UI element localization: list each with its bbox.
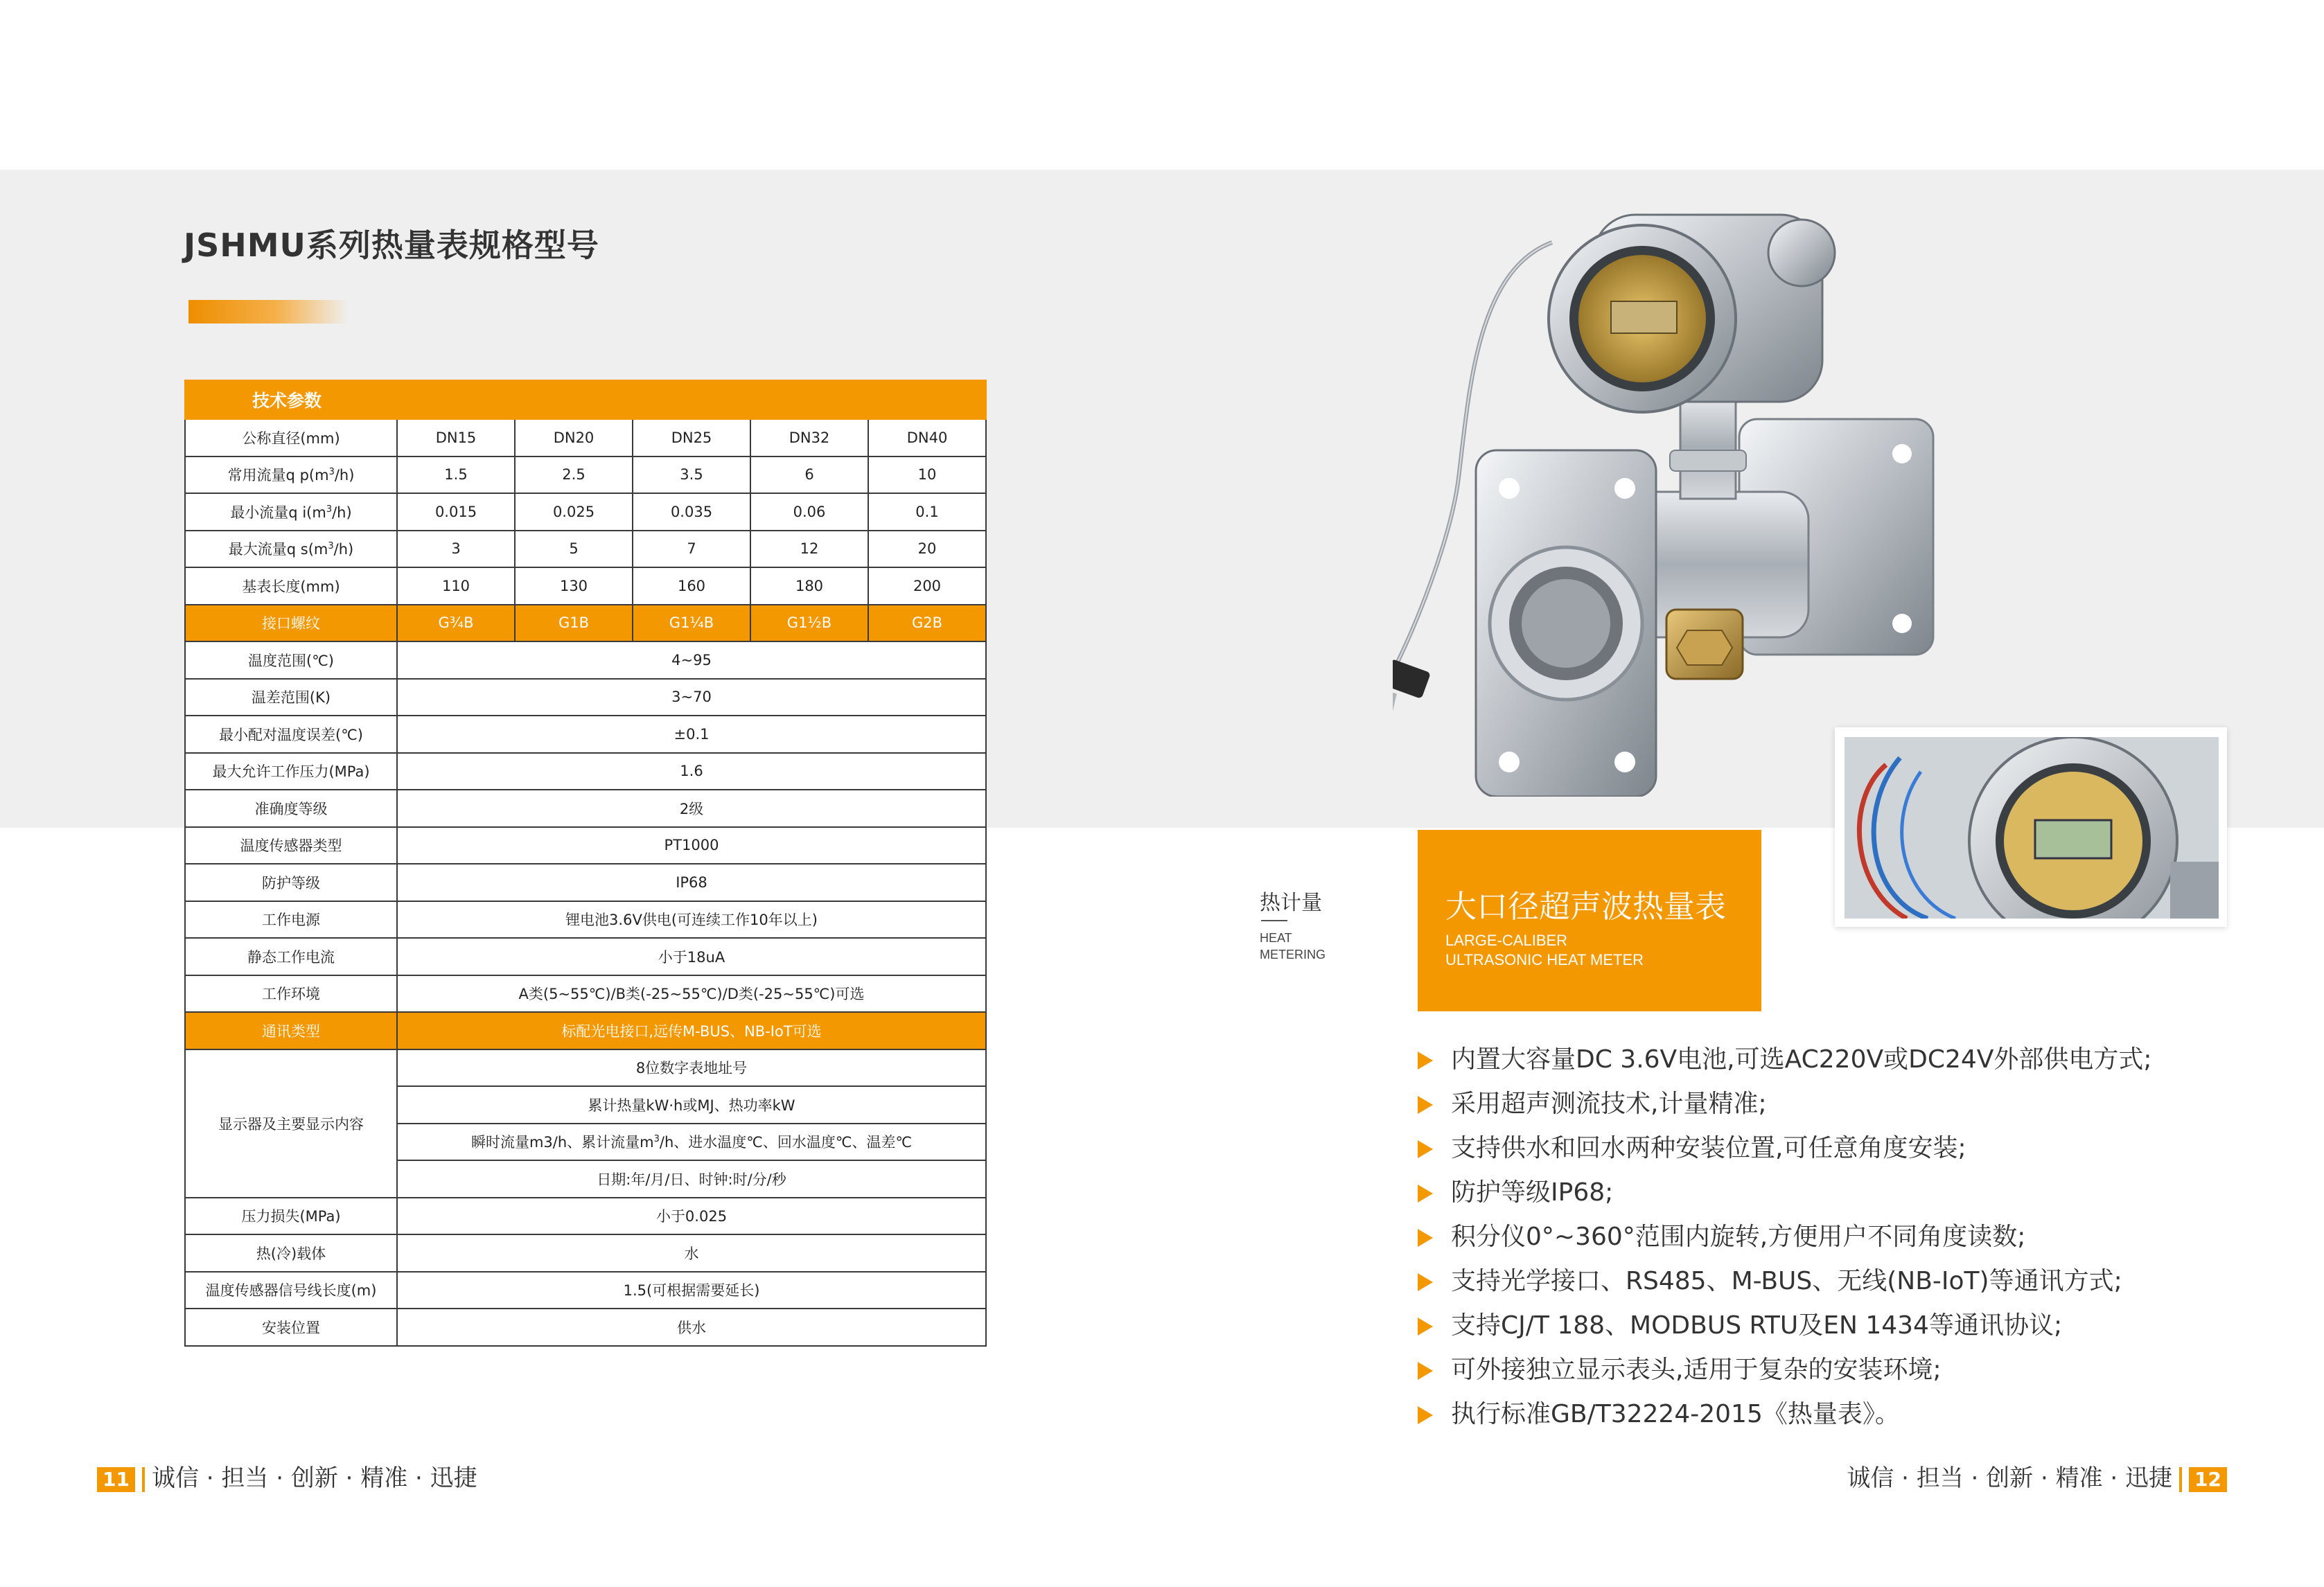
table-row: [185, 938, 986, 975]
page-number-bar: [2179, 1467, 2182, 1492]
row-label: 工作电源: [185, 901, 397, 939]
triangle-bullet-icon: [1418, 1229, 1433, 1247]
footer-slogan-right: 诚信 · 担当 · 创新 · 精准 · 迅捷: [1847, 1464, 2173, 1492]
cell: 2.5: [515, 456, 633, 494]
row-label: 最小配对温度误差(℃): [185, 716, 397, 753]
row-label: 显示器及主要显示内容: [185, 1049, 397, 1198]
triangle-bullet-icon: [1418, 1140, 1433, 1158]
cell: 3: [397, 531, 515, 568]
display-head-photo: [1845, 737, 2219, 919]
cell: 小于18uA: [397, 938, 986, 975]
cell: 日期:年/月/日、时钟:时/分/秒: [397, 1160, 986, 1198]
cell: 160: [633, 567, 750, 605]
table-row: [185, 901, 986, 939]
cell: 3~70: [397, 679, 986, 716]
table-row: [185, 641, 986, 679]
cell: ±0.1: [397, 716, 986, 753]
list-item: 采用超声测流技术,计量精准;: [1414, 1082, 2152, 1126]
cell: PT1000: [397, 827, 986, 865]
row-label: 公称直径(mm): [185, 419, 397, 456]
product-title-box: [1418, 830, 1761, 1011]
title-accent-bar: [188, 300, 348, 323]
row-label: 基表长度(mm): [185, 567, 397, 605]
row-label: 常用流量q $p(m^3/h)$: [185, 456, 397, 494]
row-label: 接口螺纹: [185, 605, 397, 642]
row-label: 最大允许工作压力(MPa): [185, 753, 397, 790]
triangle-bullet-icon: [1418, 1096, 1433, 1114]
row-label: 通讯类型: [185, 1012, 397, 1049]
triangle-bullet-icon: [1418, 1406, 1433, 1424]
list-item: 防护等级IP68;: [1414, 1171, 2152, 1215]
cell: DN15: [397, 419, 515, 456]
cell: 小于0.025: [397, 1198, 986, 1235]
table-row: [185, 790, 986, 827]
cell: 2级: [397, 790, 986, 827]
table-row: [185, 679, 986, 716]
cell: 110: [397, 567, 515, 605]
triangle-bullet-icon: [1418, 1273, 1433, 1291]
cell: 5: [515, 531, 633, 568]
table-row: [185, 1272, 986, 1309]
cell: 20: [868, 531, 986, 568]
cell: 8位数字表地址号: [397, 1049, 986, 1087]
page-number-bar: [142, 1467, 145, 1492]
page-number-right: 12: [2189, 1467, 2227, 1492]
cell: 4~95: [397, 641, 986, 679]
cell: 3.5: [633, 456, 750, 494]
cell: 1.5: [397, 456, 515, 494]
table-row-highlight: [185, 605, 986, 642]
table-row: [185, 1049, 986, 1087]
cell: G1B: [515, 605, 633, 642]
table-row-highlight: [185, 1012, 986, 1049]
cell: 0.1: [868, 493, 986, 531]
footer-right: [1847, 1463, 2227, 1493]
table-row: [185, 1234, 986, 1272]
cell: 0.06: [750, 493, 868, 531]
list-item: 可外接独立显示表头,适用于复杂的安装环境;: [1414, 1348, 2152, 1392]
list-item: 支持供水和回水两种安装位置,可任意角度安装;: [1414, 1126, 2152, 1171]
list-item: 支持光学接口、RS485、M-BUS、无线(NB-IoT)等通讯方式;: [1414, 1259, 2152, 1304]
table-row: [185, 753, 986, 790]
row-label: 准确度等级: [185, 790, 397, 827]
table-row: [185, 827, 986, 865]
category-subtitle: HEAT METERING: [1260, 931, 1326, 961]
table-row: [185, 456, 986, 494]
cell: 水: [397, 1234, 986, 1272]
footer-left: [97, 1463, 477, 1493]
row-label: 最小流量q $i(m^3/h)$: [185, 493, 397, 531]
row-label: 温度范围(℃): [185, 641, 397, 679]
cell: 锂电池3.6V供电(可连续工作10年以上): [397, 901, 986, 939]
cell: 180: [750, 567, 868, 605]
table-row: [185, 975, 986, 1013]
list-item: 支持CJ/T 188、MODBUS RTU及EN 1434等通讯协议;: [1414, 1304, 2152, 1348]
row-label: 温度传感器信号线长度(m): [185, 1272, 397, 1309]
cell: 标配光电接口,远传M-BUS、NB-IoT可选: [397, 1012, 986, 1049]
row-label: 最大流量q $s(m^3/h)$: [185, 531, 397, 568]
table-header: 技术参数: [185, 380, 986, 419]
table-row: [185, 864, 986, 901]
heat-meter-photo: [1393, 187, 1947, 797]
table-row: [185, 493, 986, 531]
product-title: 大口径超声波热量表: [1445, 888, 1727, 925]
cell: 瞬时流量m3/h、累计流量$m^3/h$、进水温度℃、回水温度℃、温差℃: [397, 1124, 986, 1161]
cell: G¾B: [397, 605, 515, 642]
product-subtitle: LARGE-CALIBER ULTRASONIC HEAT METER: [1445, 932, 1644, 968]
list-item: 内置大容量DC 3.6V电池,可选AC220V或DC24V外部供电方式;: [1414, 1038, 2152, 1082]
cell: DN20: [515, 419, 633, 456]
cell: 6: [750, 456, 868, 494]
triangle-bullet-icon: [1418, 1318, 1433, 1336]
cell: DN25: [633, 419, 750, 456]
table-row: [185, 419, 986, 456]
cell: 供水: [397, 1309, 986, 1346]
cell: A类(5~55℃)/B类(-25~55℃)/D类(-25~55℃)可选: [397, 975, 986, 1013]
page-title: JSHMU系列热量表规格型号: [184, 227, 599, 264]
triangle-bullet-icon: [1418, 1052, 1433, 1070]
cell: 7: [633, 531, 750, 568]
list-item: 积分仪0°~360°范围内旋转,方便用户不同角度读数;: [1414, 1215, 2152, 1259]
page-number-left: 11: [97, 1467, 135, 1492]
row-label: 防护等级: [185, 864, 397, 901]
triangle-bullet-icon: [1418, 1185, 1433, 1203]
cell: 1.6: [397, 753, 986, 790]
table-row: [185, 716, 986, 753]
cell: 0.035: [633, 493, 750, 531]
cell: 12: [750, 531, 868, 568]
cell: 0.025: [515, 493, 633, 531]
cell: G2B: [868, 605, 986, 642]
table-row: [185, 1309, 986, 1346]
row-label: 工作环境: [185, 975, 397, 1013]
triangle-bullet-icon: [1418, 1362, 1433, 1380]
cell: 累计热量kW·h或MJ、热功率kW: [397, 1086, 986, 1124]
row-label: 安装位置: [185, 1309, 397, 1346]
row-label: 热(冷)载体: [185, 1234, 397, 1272]
cell: G1½B: [750, 605, 868, 642]
cell: 200: [868, 567, 986, 605]
cell: 10: [868, 456, 986, 494]
spec-table: [184, 380, 987, 1347]
cell: G1¼B: [633, 605, 750, 642]
cell: 1.5(可根据需要延长): [397, 1272, 986, 1309]
table-header-row: [185, 380, 986, 419]
row-label: 温度传感器类型: [185, 827, 397, 865]
category-divider: [1261, 920, 1287, 921]
cell: DN32: [750, 419, 868, 456]
cell: DN40: [868, 419, 986, 456]
footer-slogan-left: 诚信 · 担当 · 创新 · 精准 · 迅捷: [151, 1464, 477, 1492]
row-label: 温差范围(K): [185, 679, 397, 716]
row-label: 静态工作电流: [185, 938, 397, 975]
table-row: [185, 531, 986, 568]
cell: 0.015: [397, 493, 515, 531]
category-title: 热计量: [1260, 891, 1322, 915]
table-row: [185, 1198, 986, 1235]
row-label: 压力损失(MPa): [185, 1198, 397, 1235]
inset-photo-frame: [1835, 727, 2227, 927]
list-item: 执行标准GB/T32224-2015《热量表》。: [1414, 1392, 2152, 1437]
cell: IP68: [397, 864, 986, 901]
feature-list: [1414, 1038, 2152, 1437]
cell: 130: [515, 567, 633, 605]
table-row: [185, 567, 986, 605]
